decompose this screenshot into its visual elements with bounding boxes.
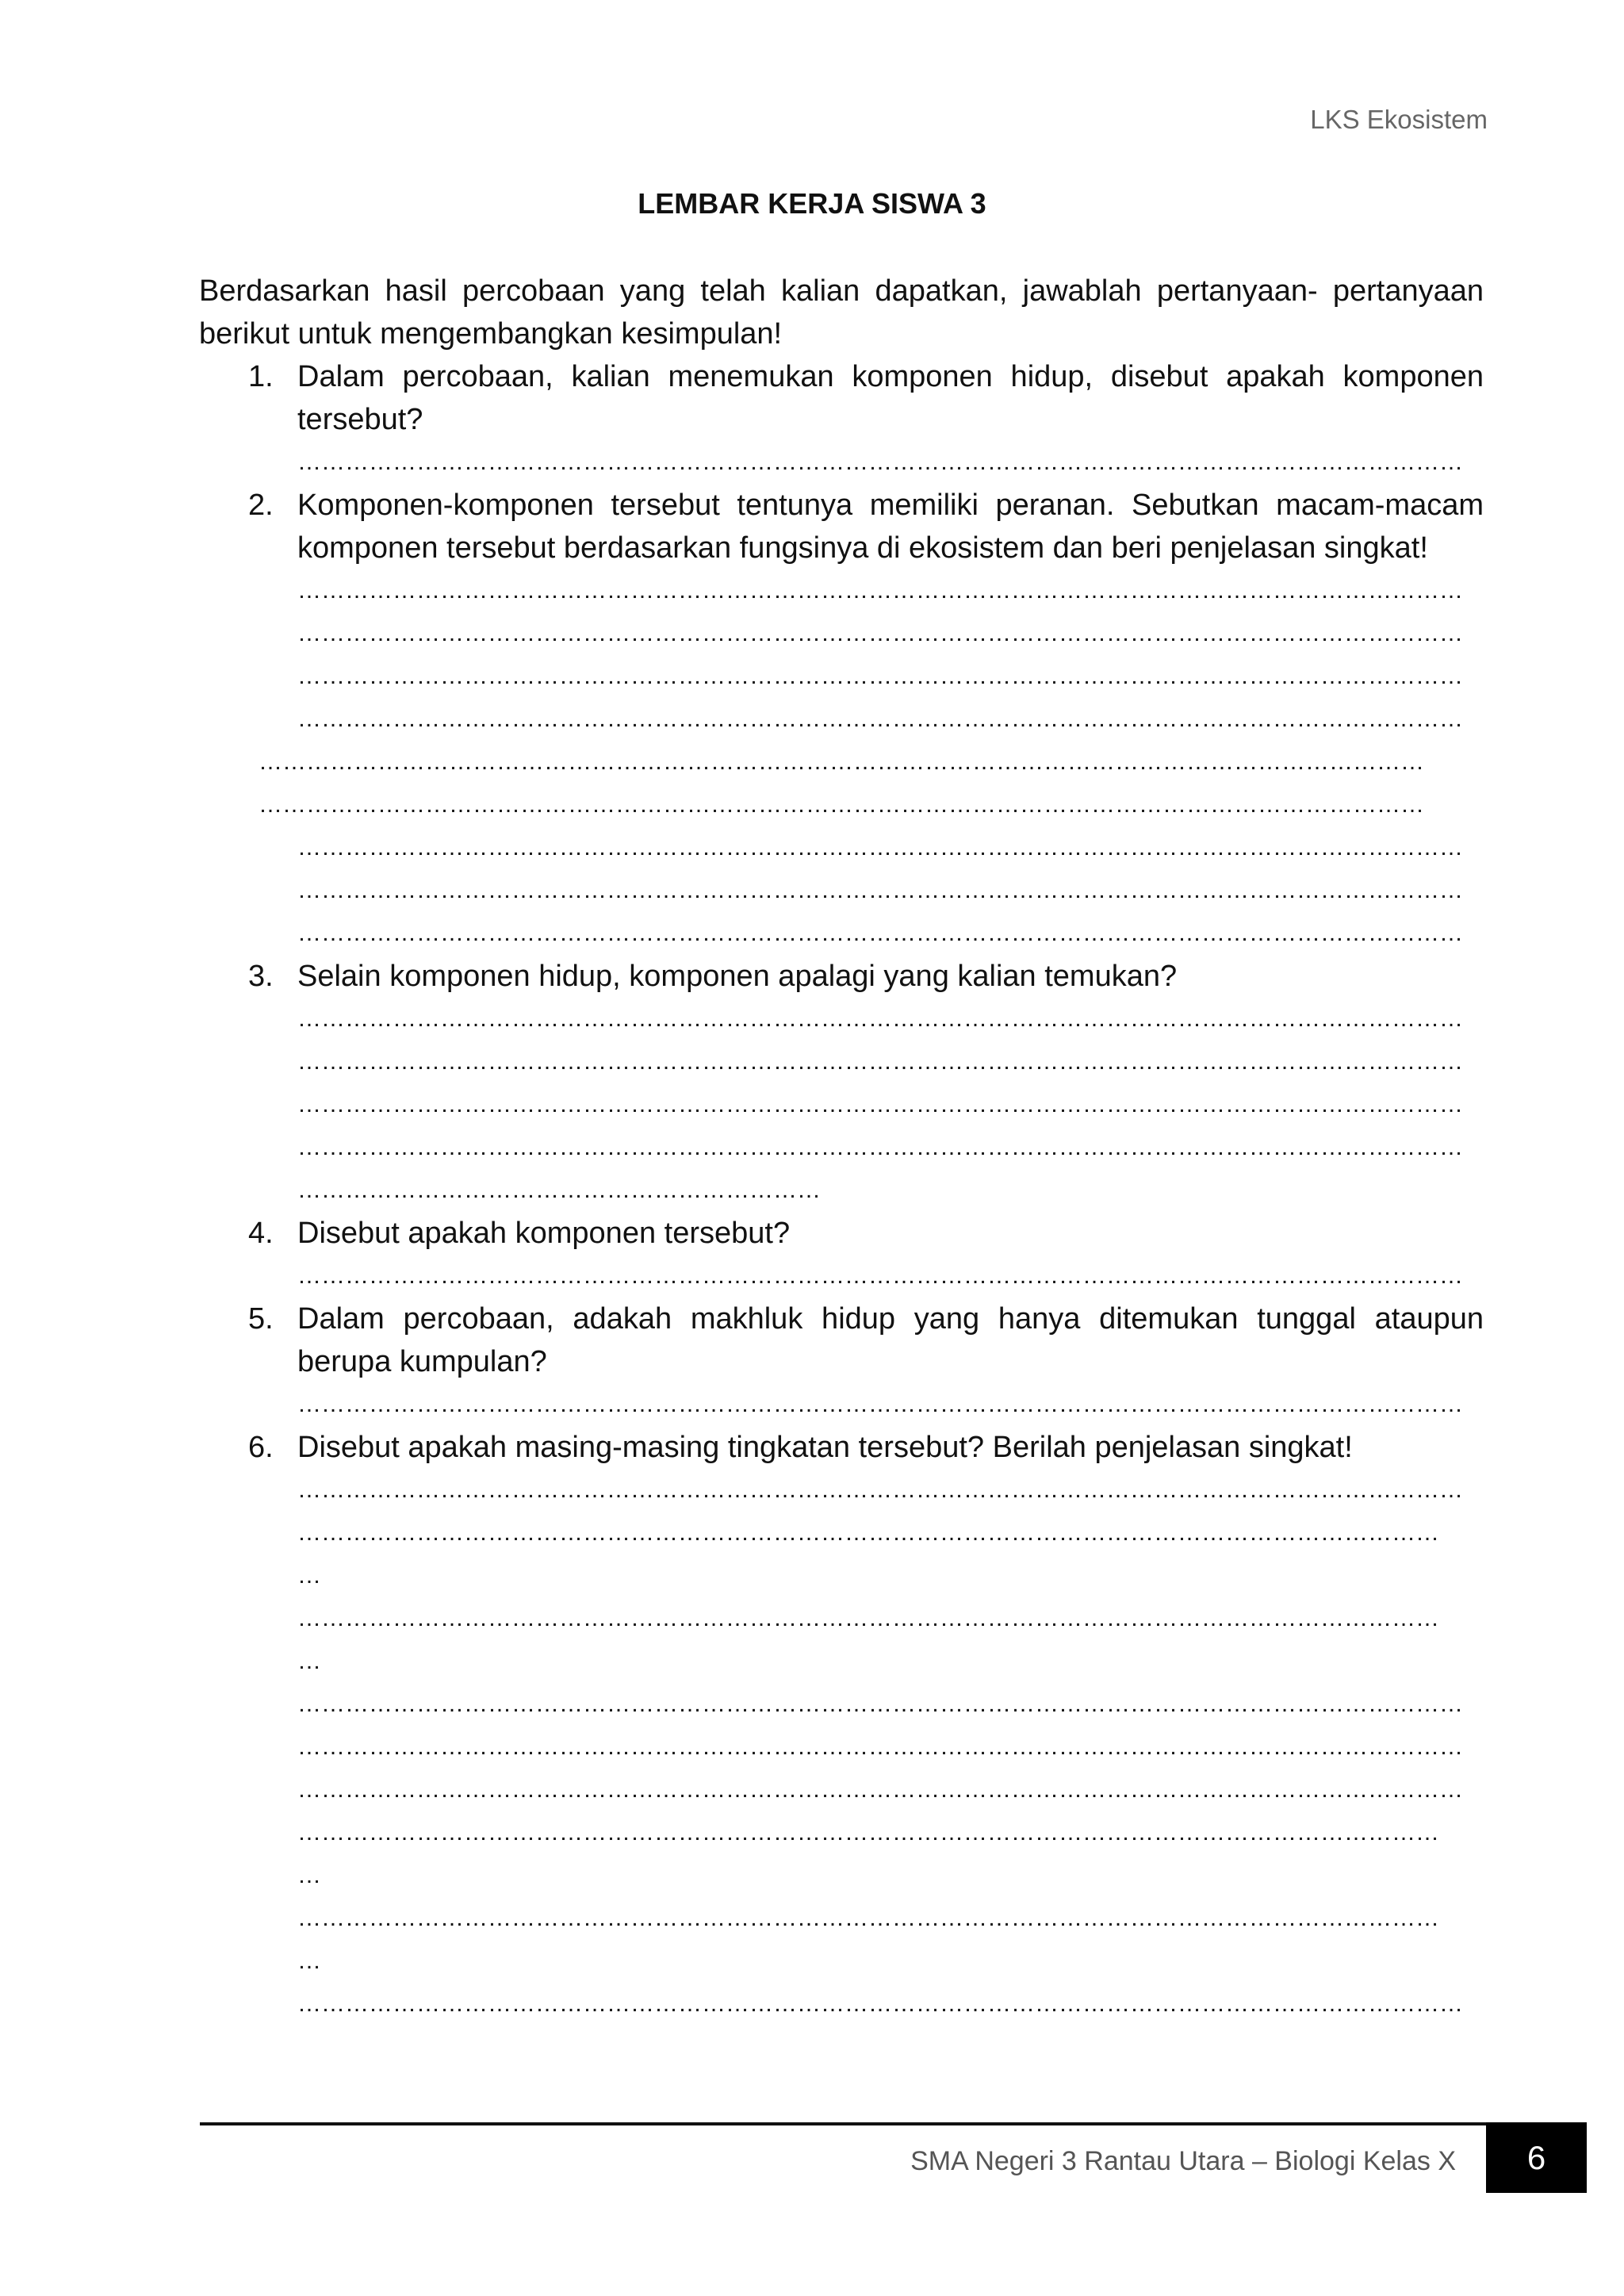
- answer-line[interactable]: …………………………………………………………………………………………………………………………………: [297, 620, 1463, 646]
- answer-line[interactable]: …………………………………………………………………………………………………………………………………: [297, 1091, 1463, 1117]
- answer-line[interactable]: …………………………………………………………………………………………………………………………………: [297, 1691, 1463, 1717]
- question-text: Komponen-komponen tersebut tentunya memiliki peranan. Sebutkan macam-macam komponen tersebut berdasarkan fungsinya di ekosistem dan beri penjelasan singkat!: [297, 489, 1484, 565]
- question-text: Dalam percobaan, kalian menemukan komponen hidup, disebut apakah komponen tersebut?: [297, 360, 1484, 436]
- answer-line[interactable]: …………………………………………………………………………………………………………………………………: [297, 1991, 1463, 2017]
- answer-line[interactable]: …………………………………………………………………………………………………………………………………: [297, 920, 1463, 946]
- intro-paragraph: Berdasarkan hasil percobaan yang telah kalian dapatkan, jawablah pertanyaan- pertanyaan berikut untuk mengembangkan kesimpulan!: [199, 274, 1484, 351]
- answer-line-continuation[interactable]: …: [297, 1948, 321, 1974]
- question-3: [199, 955, 1484, 998]
- answer-line-continuation[interactable]: …: [297, 1648, 321, 1674]
- answer-line[interactable]: ………………………………………………………………………………………………………………………………: [297, 1520, 1439, 1546]
- question-number: 1.: [248, 360, 274, 393]
- question-text: Disebut apakah masing-masing tingkatan tersebut? Berilah penjelasan singkat!: [297, 1431, 1353, 1464]
- answer-line-continuation[interactable]: …: [297, 1562, 321, 1589]
- question-text: Disebut apakah komponen tersebut?: [297, 1217, 791, 1250]
- question-number: 6.: [248, 1431, 274, 1464]
- answer-line[interactable]: …………………………………………………………………………………………………………………………………: [297, 1048, 1463, 1075]
- answer-line[interactable]: …………………………………………………………………………………………………………………………………: [297, 1391, 1463, 1417]
- question-6: [199, 1426, 1484, 1469]
- answer-line[interactable]: …………………………………………………………: [297, 1177, 821, 1203]
- question-number: 3.: [248, 960, 274, 993]
- answer-line[interactable]: …………………………………………………………………………………………………………………………………: [297, 877, 1463, 903]
- answer-line[interactable]: …………………………………………………………………………………………………………………………………: [297, 663, 1463, 689]
- answer-line[interactable]: …………………………………………………………………………………………………………………………………: [297, 706, 1463, 732]
- footer-text: SMA Negeri 3 Rantau Utara – Biologi Kelas X: [910, 2146, 1456, 2176]
- answer-line[interactable]: …………………………………………………………………………………………………………………………………: [297, 1263, 1463, 1289]
- header-title: LKS Ekosistem: [1310, 105, 1488, 134]
- question-number: 2.: [248, 489, 274, 522]
- question-4: [199, 1212, 1484, 1255]
- answer-line-continuation[interactable]: …: [297, 1862, 321, 1888]
- answer-line[interactable]: ………………………………………………………………………………………………………………………………: [297, 1905, 1439, 1931]
- answer-line[interactable]: …………………………………………………………………………………………………………………………………: [259, 792, 1424, 818]
- question-number: 5.: [248, 1302, 274, 1336]
- answer-line[interactable]: …………………………………………………………………………………………………………………………………: [297, 1777, 1463, 1803]
- answer-line[interactable]: …………………………………………………………………………………………………………………………………: [297, 1006, 1463, 1032]
- worksheet-content: [199, 270, 1484, 2026]
- answer-line[interactable]: ………………………………………………………………………………………………………………………………: [297, 1819, 1439, 1846]
- answer-line[interactable]: …………………………………………………………………………………………………………………………………: [297, 1734, 1463, 1760]
- answer-line[interactable]: …………………………………………………………………………………………………………………………………: [297, 834, 1463, 861]
- answer-line[interactable]: …………………………………………………………………………………………………………………………………: [259, 749, 1424, 775]
- question-text: Dalam percobaan, adakah makhluk hidup yang hanya ditemukan tunggal ataupun berupa kumpulan?: [297, 1302, 1484, 1378]
- question-1: [199, 355, 1484, 441]
- answer-line[interactable]: …………………………………………………………………………………………………………………………………: [297, 449, 1463, 475]
- worksheet-title: LEMBAR KERJA SISWA 3: [638, 187, 986, 220]
- answer-line[interactable]: …………………………………………………………………………………………………………………………………: [297, 577, 1463, 604]
- answer-line[interactable]: ………………………………………………………………………………………………………………………………: [297, 1605, 1439, 1631]
- question-text: Selain komponen hidup, komponen apalagi yang kalian temukan?: [297, 960, 1178, 993]
- footer-divider: [200, 2122, 1489, 2125]
- answer-line[interactable]: …………………………………………………………………………………………………………………………………: [297, 1477, 1463, 1503]
- question-5: [199, 1297, 1484, 1383]
- page-number: 6: [1486, 2122, 1587, 2193]
- question-2: [199, 484, 1484, 569]
- answer-line[interactable]: …………………………………………………………………………………………………………………………………: [297, 1134, 1463, 1160]
- question-number: 4.: [248, 1217, 274, 1250]
